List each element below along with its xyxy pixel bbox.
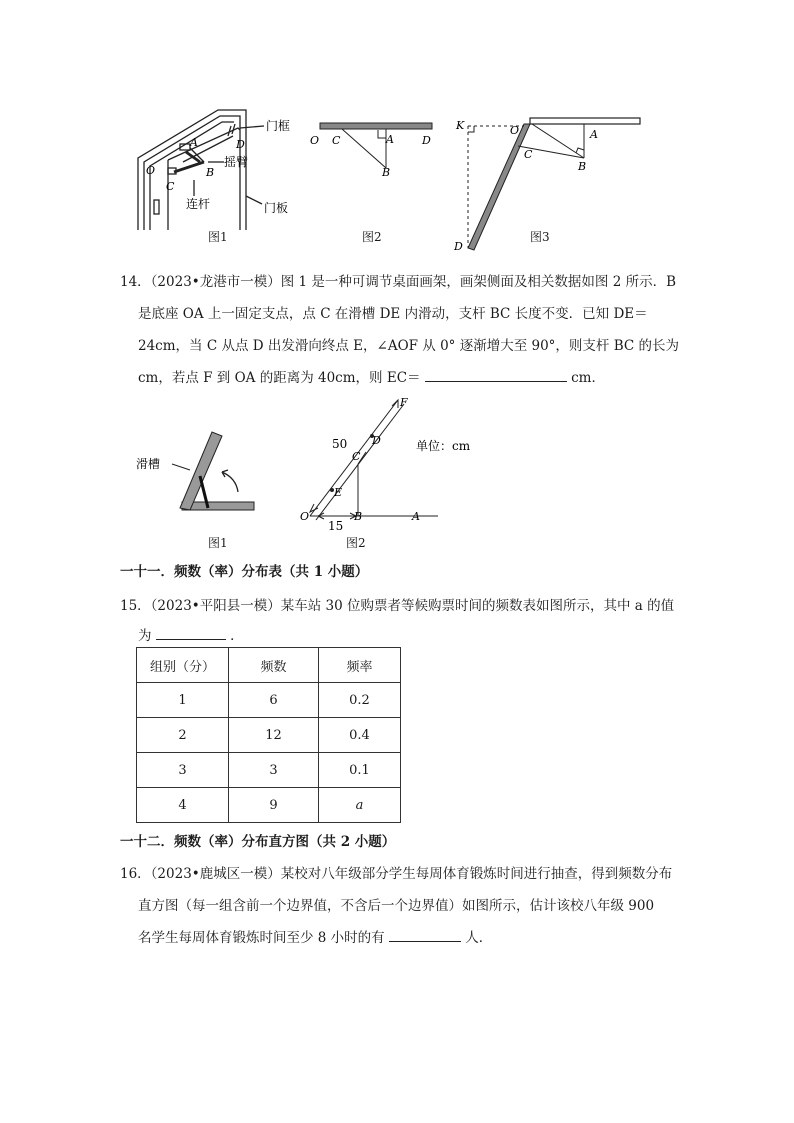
table-cell: 1 [137, 683, 229, 718]
fig2-point-a: A [386, 133, 394, 146]
q15-line-2-b: ． [230, 628, 244, 644]
table-cell: 3 [229, 753, 319, 788]
fig3-point-b: B [578, 160, 587, 173]
q14-fig2-caption: 图2 [346, 536, 366, 550]
q14-point-e: E [334, 486, 343, 499]
q16-line-3-a: 名学生每周体育锻炼时间至少 8 小时的有 [138, 930, 385, 946]
q15-line-2 [138, 624, 244, 644]
section-11-heading: 一十一．频数（率）分布表（共 1 小题） [120, 564, 369, 580]
fig2-point-c: C [332, 134, 341, 147]
fig2-caption: 图2 [362, 230, 382, 244]
fig1-point-b: B [206, 166, 215, 179]
fig3-caption: 图3 [530, 230, 550, 244]
table-row [137, 683, 401, 718]
q16-answer-blank[interactable] [389, 927, 461, 942]
q14-line-4-a: cm，若点 F 到 OA 的距离为 40cm，则 EC＝ [138, 370, 421, 386]
fig1-label-rod: 连杆 [186, 197, 211, 211]
table-row [137, 788, 401, 823]
open-arm-figure [452, 110, 648, 256]
q14-point-o: O [300, 510, 310, 523]
q14-line-4 [138, 366, 605, 386]
fig1-point-o: O [146, 164, 156, 177]
q16-line-2: 直方图（每一组含前一个边界值，不含后一个边界值）如图所示，估计该校八年级 900 [138, 898, 655, 914]
q14-point-f: F [400, 396, 408, 409]
table-header: 频率 [319, 648, 401, 683]
q14-point-a: A [412, 510, 420, 523]
fig3-point-o: O [510, 124, 520, 137]
q14-fig1-caption: 图1 [208, 536, 228, 550]
q14-point-d: D [372, 434, 381, 447]
easel-label-slot: 滑槽 [136, 457, 161, 471]
fig1-caption: 图1 [208, 230, 228, 244]
q14-line-3: 24cm，当 C 从点 D 出发滑向终点 E，∠AOF 从 0° 逐渐增大至 90°，则支杆 BC 的长为 [138, 338, 680, 354]
fig1-label-frame: 门框 [266, 119, 291, 133]
q15-answer-blank[interactable] [156, 625, 226, 640]
table-cell: 0.1 [319, 753, 401, 788]
fig3-point-d: D [454, 240, 463, 253]
table-cell: 6 [229, 683, 319, 718]
arm-diagram-figure [306, 112, 438, 182]
q14-answer-blank[interactable] [425, 367, 567, 382]
table-cell: 3 [137, 753, 229, 788]
table-row [137, 753, 401, 788]
q14-unit: 单位：cm [416, 439, 471, 453]
table-cell: 2 [137, 718, 229, 753]
easel-geometry-figure [298, 392, 478, 532]
easel-figure [136, 428, 260, 518]
frequency-table [136, 647, 401, 823]
q16-line-3 [138, 926, 492, 946]
table-cell: 4 [137, 788, 229, 823]
fig2-point-d: D [422, 134, 431, 147]
table-header-row [137, 648, 401, 683]
section-12-heading: 一十二．频数（率）分布直方图（共 2 小题） [120, 834, 396, 850]
q14-line-4-b: cm． [571, 370, 605, 386]
q16-line-1: 16．（2023•鹿城区一模）某校对八年级部分学生每周体育锻炼时间进行抽查，得到频数分布 [120, 866, 673, 882]
fig3-point-k: K [456, 119, 465, 132]
table-cell: 9 [229, 788, 319, 823]
fig3-point-a: A [590, 128, 598, 141]
fig1-point-c: C [166, 180, 175, 193]
table-cell: a [319, 788, 401, 823]
table-header: 组别（分） [137, 648, 229, 683]
q14-point-c: C [352, 450, 361, 463]
fig3-point-c: C [524, 148, 533, 161]
q15-line-1: 15．（2023•平阳县一模）某车站 30 位购票者等候购票时间的频数表如图所示，其中 a 的值 [120, 598, 675, 614]
table-header: 频数 [229, 648, 319, 683]
table-cell: 12 [229, 718, 319, 753]
fig1-label-arm: 摇臂 [224, 155, 249, 169]
fig1-point-d: D [236, 138, 245, 151]
q16-line-3-b: 人． [465, 930, 493, 946]
table-cell: 0.4 [319, 718, 401, 753]
fig1-label-door: 门板 [264, 201, 289, 215]
fig2-point-o: O [310, 134, 320, 147]
q14-line-2: 是底座 OA 上一固定支点，点 C 在滑槽 DE 内滑动，支杆 BC 长度不变．已知 DE＝ [138, 306, 648, 322]
fig1-point-a: A [190, 136, 198, 149]
table-row [137, 718, 401, 753]
q15-line-2-a: 为 [138, 628, 152, 644]
q14-point-b: B [354, 510, 363, 523]
table-cell: 0.2 [319, 683, 401, 718]
q14-line-1: 14．（2023•龙港市一模）图 1 是一种可调节桌面画架，画架侧面及相关数据如图 2 所示．B [120, 274, 677, 290]
q14-len-ob: 15 [328, 519, 344, 532]
q14-len-of: 50 [332, 437, 348, 451]
fig2-point-b: B [382, 166, 391, 179]
